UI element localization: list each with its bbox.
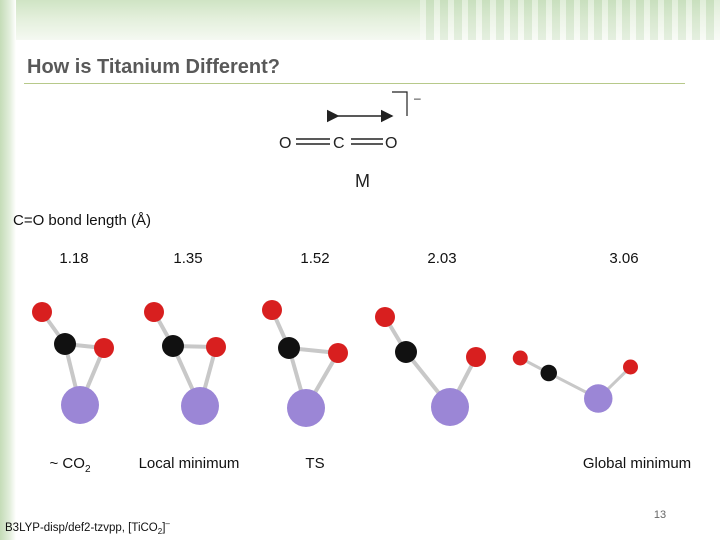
co2-label-subscript: 2 <box>84 464 91 475</box>
bond-length-4: 2.03 <box>427 250 457 267</box>
footnote-charge: – <box>165 519 170 528</box>
carbon-atom <box>541 365 558 382</box>
titanium-atom <box>431 388 469 426</box>
atom-c: C <box>333 135 345 152</box>
titanium-atom <box>61 386 99 424</box>
title-underline <box>24 83 685 84</box>
carbon-atom <box>162 335 184 357</box>
label-local-minimum: Local minimum <box>138 455 240 472</box>
oxygen-atom <box>32 302 52 322</box>
slide-title: How is Titanium Different? <box>27 56 280 78</box>
carbon-atom <box>278 337 300 359</box>
bond-length-5: 3.06 <box>609 250 639 267</box>
label-ts: TS <box>305 455 325 472</box>
mechanism-scheme <box>270 88 440 193</box>
carbon-atom <box>54 333 76 355</box>
label-global-minimum: Global minimum <box>582 455 692 472</box>
molecule-5-global-minimum <box>500 290 650 450</box>
bond-length-3: 1.52 <box>300 250 330 267</box>
bond-length-caption: C=O bond length (Å) <box>13 212 151 229</box>
titanium-atom <box>584 384 613 413</box>
atom-m: M <box>355 171 370 191</box>
oxygen-atom <box>466 347 486 367</box>
oxygen-atom <box>262 300 282 320</box>
oxygen-atom <box>513 351 528 366</box>
titanium-atom <box>287 389 325 427</box>
bracket <box>392 92 407 116</box>
atom-o-right: O <box>385 135 398 152</box>
atom-o-left: O <box>279 135 292 152</box>
oxygen-atom <box>206 337 226 357</box>
footnote-close: ] <box>162 521 166 534</box>
method-footnote <box>5 519 170 536</box>
label-co2-like <box>40 455 100 475</box>
oxygen-atom <box>94 338 114 358</box>
molecule-4 <box>360 290 510 450</box>
oxygen-atom <box>144 302 164 322</box>
titanium-atom <box>181 387 219 425</box>
carbon-atom <box>395 341 417 363</box>
charge-sign: – <box>414 91 421 105</box>
co2-label-prefix: ~ CO <box>49 455 85 472</box>
oxygen-atom <box>328 343 348 363</box>
footnote-subscript: 2 <box>157 527 163 537</box>
top-decor-band <box>0 0 720 40</box>
left-decor-band <box>0 0 16 540</box>
bond-length-1: 1.18 <box>59 250 89 267</box>
bond-length-2: 1.35 <box>173 250 203 267</box>
oxygen-atom <box>375 307 395 327</box>
oxygen-atom <box>623 360 638 375</box>
page-number: 13 <box>653 509 667 521</box>
footnote-method: B3LYP-disp/def2-tzvpp, [TiCO <box>5 521 158 534</box>
